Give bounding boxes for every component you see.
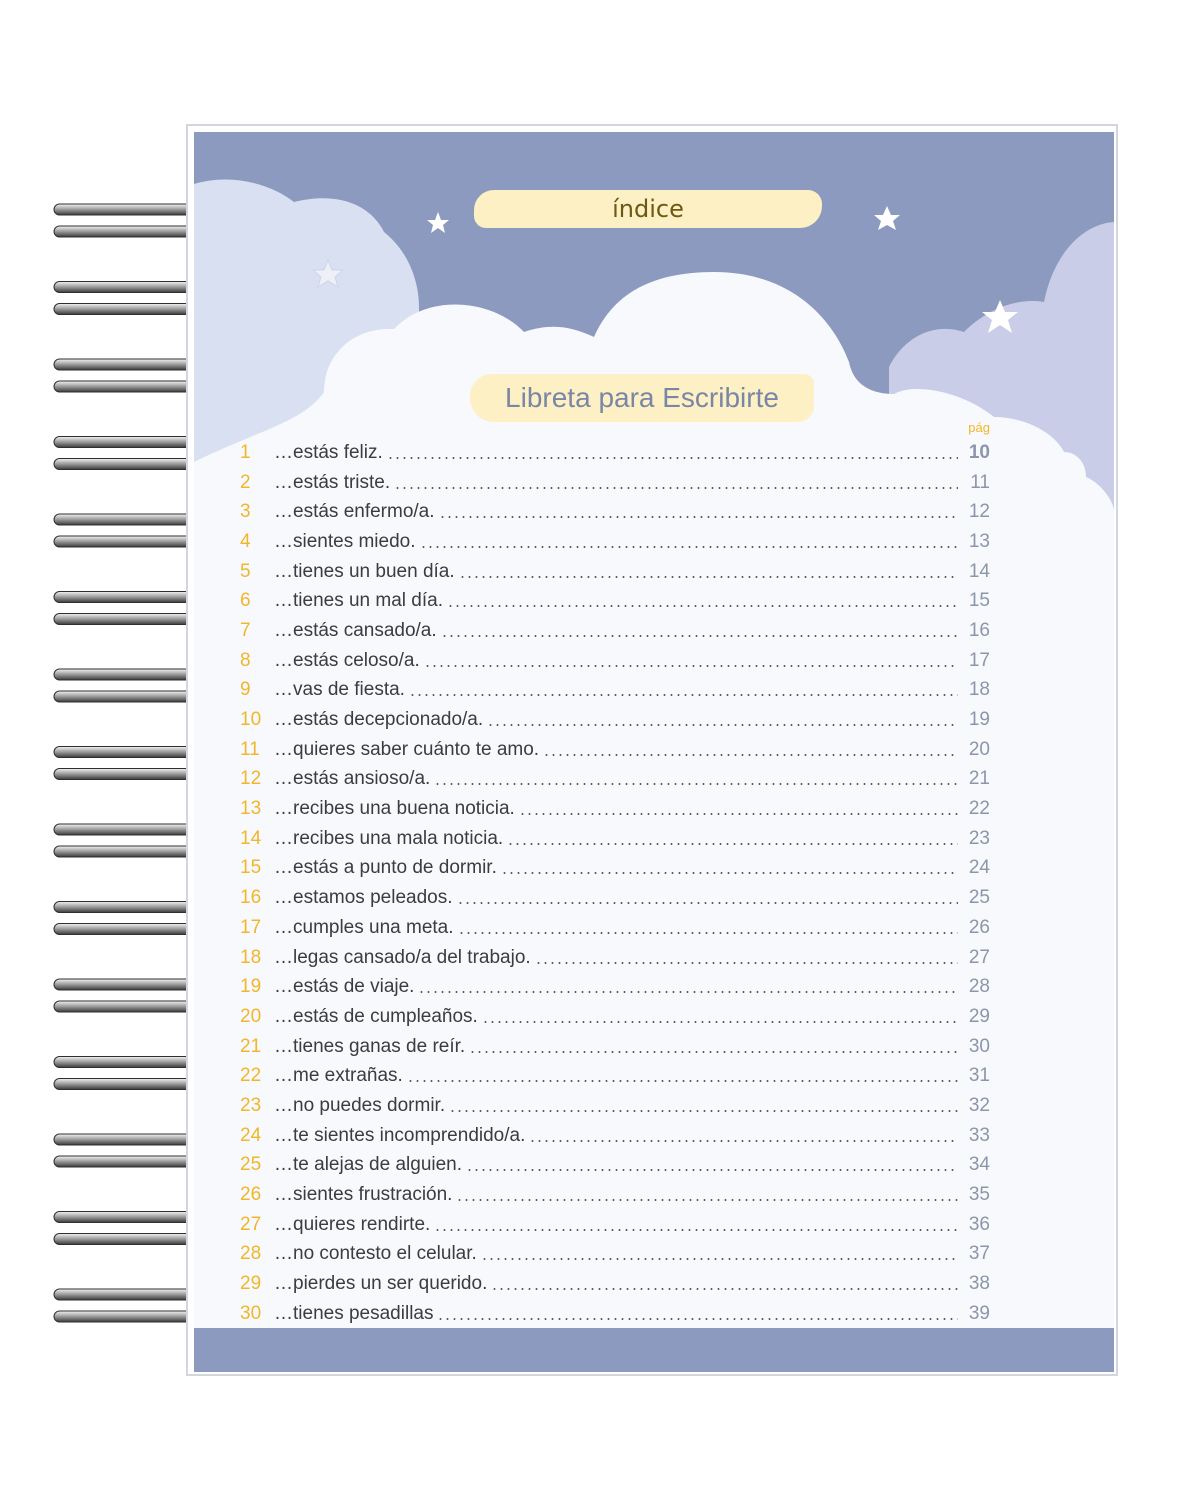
dot-leader — [487, 724, 958, 726]
entry-page-number: 20 — [968, 738, 990, 760]
dot-leader — [458, 932, 958, 934]
toc-entry[interactable] — [240, 468, 990, 498]
entry-page-number: 25 — [968, 887, 990, 909]
dot-leader — [529, 1140, 958, 1142]
dot-leader — [519, 813, 958, 815]
entry-page-number: 11 — [970, 471, 990, 493]
toc-entry[interactable] — [240, 824, 990, 854]
dot-leader — [409, 694, 958, 696]
entry-number: 18 — [240, 946, 262, 968]
toc-entry[interactable] — [240, 1240, 990, 1270]
entry-number: 8 — [240, 649, 251, 671]
entry-number: 27 — [240, 1213, 262, 1235]
toc-entry[interactable] — [240, 943, 990, 973]
entry-title: …te sientes incomprendido/a. — [274, 1124, 526, 1146]
entry-number: 29 — [240, 1273, 262, 1295]
entry-page-number: 33 — [968, 1124, 990, 1146]
entry-title: …cumples una meta. — [274, 916, 454, 938]
entry-number: 26 — [240, 1184, 262, 1206]
entry-number: 22 — [240, 1065, 262, 1087]
entry-title: …estás triste. — [274, 471, 391, 493]
dot-leader — [535, 962, 958, 964]
entry-title: …estás cansado/a. — [274, 619, 437, 641]
toc-entry[interactable] — [240, 438, 990, 468]
toc-entry[interactable] — [240, 1180, 990, 1210]
toc-entry[interactable] — [240, 1121, 990, 1151]
entry-number: 13 — [240, 798, 262, 820]
toc-entry[interactable] — [240, 735, 990, 765]
book-title: Libreta para Escribirte — [505, 382, 779, 413]
entry-page-number: 35 — [968, 1184, 990, 1206]
entry-number: 17 — [240, 916, 262, 938]
entry-page-number: 27 — [968, 946, 990, 968]
dot-leader — [439, 516, 958, 518]
dot-leader — [447, 605, 958, 607]
dot-leader — [449, 1110, 958, 1112]
toc-entry[interactable] — [240, 646, 990, 676]
footer-band — [194, 1328, 1114, 1372]
entry-page-number: 22 — [968, 798, 990, 820]
entry-title: …no puedes dormir. — [274, 1094, 446, 1116]
entry-title: …vas de fiesta. — [274, 679, 405, 701]
entry-page-number: 32 — [968, 1094, 990, 1116]
entry-title: …me extrañas. — [274, 1065, 403, 1087]
entry-number: 3 — [240, 501, 251, 523]
entry-number: 28 — [240, 1243, 262, 1265]
entry-page-number: 24 — [968, 857, 990, 879]
dot-leader — [407, 1080, 958, 1082]
entry-number: 12 — [240, 768, 262, 790]
dot-leader — [418, 991, 958, 993]
toc-entry[interactable] — [240, 794, 990, 824]
dot-leader — [459, 576, 958, 578]
entry-page-number: 29 — [968, 1005, 990, 1027]
entry-number: 14 — [240, 827, 262, 849]
entry-title: …estás de cumpleaños. — [274, 1005, 478, 1027]
entry-title: …tienes pesadillas — [274, 1302, 434, 1324]
entry-page-number: 21 — [968, 768, 990, 790]
toc-entry[interactable] — [240, 1061, 990, 1091]
toc-entry[interactable] — [240, 497, 990, 527]
dot-leader — [457, 902, 959, 904]
entry-title: …no contesto el celular. — [274, 1243, 477, 1265]
entry-number: 11 — [240, 738, 260, 760]
dot-leader — [507, 843, 958, 845]
entry-title: …estás enfermo/a. — [274, 501, 435, 523]
entry-title: …sientes miedo. — [274, 530, 416, 552]
entry-number: 6 — [240, 590, 251, 612]
dot-leader — [434, 1229, 958, 1231]
dot-leader — [420, 546, 958, 548]
entry-title: …tienes un mal día. — [274, 590, 443, 612]
entry-number: 4 — [240, 530, 251, 552]
toc-entry[interactable] — [240, 972, 990, 1002]
entry-number: 7 — [240, 619, 251, 641]
toc-entry[interactable] — [240, 616, 990, 646]
entry-number: 30 — [240, 1302, 262, 1324]
dot-leader — [456, 1199, 958, 1201]
entry-number: 24 — [240, 1124, 262, 1146]
star-1 — [427, 212, 449, 233]
entry-title: …sientes frustración. — [274, 1184, 453, 1206]
entry-page-number: 16 — [968, 619, 990, 641]
entry-number: 19 — [240, 976, 262, 998]
dot-leader — [394, 487, 958, 489]
entry-page-number: 23 — [968, 827, 990, 849]
page-column-label: pág — [968, 420, 990, 435]
table-of-contents — [240, 438, 990, 1329]
entry-title: …quieres saber cuánto te amo. — [274, 738, 540, 760]
entry-page-number: 39 — [968, 1302, 990, 1324]
toc-entry[interactable] — [240, 676, 990, 706]
entry-title: …estás de viaje. — [274, 976, 415, 998]
entry-page-number: 37 — [968, 1243, 990, 1265]
entry-page-number: 14 — [968, 560, 990, 582]
entry-number: 5 — [240, 560, 251, 582]
toc-entry[interactable] — [240, 705, 990, 735]
star-2 — [874, 206, 900, 230]
dot-leader — [466, 1169, 958, 1171]
entry-page-number: 34 — [968, 1154, 990, 1176]
dot-leader — [437, 1318, 958, 1320]
toc-entry[interactable] — [240, 1299, 990, 1329]
index-banner — [474, 190, 822, 228]
entry-number: 25 — [240, 1154, 262, 1176]
entry-page-number: 18 — [968, 679, 990, 701]
entry-page-number: 17 — [968, 649, 990, 671]
toc-entry[interactable] — [240, 913, 990, 943]
entry-title: …recibes una buena noticia. — [274, 798, 515, 820]
entry-number: 10 — [240, 709, 262, 731]
toc-entry[interactable] — [240, 557, 990, 587]
entry-number: 16 — [240, 887, 262, 909]
toc-entry[interactable] — [240, 586, 990, 616]
entry-title: …te alejas de alguien. — [274, 1154, 463, 1176]
entry-page-number: 26 — [968, 916, 990, 938]
entry-title: …legas cansado/a del trabajo. — [274, 946, 531, 968]
entry-title: …tienes un buen día. — [274, 560, 455, 582]
dot-leader — [501, 872, 958, 874]
toc-entry[interactable] — [240, 1091, 990, 1121]
entry-title: …estás decepcionado/a. — [274, 709, 484, 731]
notebook-page — [186, 124, 1118, 1376]
entry-title: …quieres rendirte. — [274, 1213, 431, 1235]
index-label: índice — [612, 195, 684, 223]
toc-entry[interactable] — [240, 1032, 990, 1062]
entry-page-number: 36 — [968, 1213, 990, 1235]
entry-page-number: 28 — [968, 976, 990, 998]
dot-leader — [491, 1288, 958, 1290]
toc-entry[interactable] — [240, 1002, 990, 1032]
book-title-banner — [470, 374, 814, 422]
entry-title: …estás a punto de dormir. — [274, 857, 497, 879]
entry-title: …recibes una mala noticia. — [274, 827, 504, 849]
entry-title: …estás feliz. — [274, 441, 383, 463]
entry-page-number: 12 — [968, 501, 990, 523]
toc-entry[interactable] — [240, 1269, 990, 1299]
entry-page-number: 38 — [968, 1273, 990, 1295]
page-background — [194, 132, 1114, 1372]
toc-entry[interactable] — [240, 1151, 990, 1181]
entry-number: 20 — [240, 1005, 262, 1027]
entry-page-number: 30 — [968, 1035, 990, 1057]
entry-number: 1 — [240, 441, 251, 463]
dot-leader — [434, 783, 958, 785]
dot-leader — [441, 635, 958, 637]
entry-number: 2 — [240, 471, 251, 493]
entry-number: 9 — [240, 679, 251, 701]
entry-page-number: 10 — [968, 441, 990, 463]
toc-entry[interactable] — [240, 1210, 990, 1240]
entry-title: …estás celoso/a. — [274, 649, 420, 671]
dot-leader — [543, 754, 958, 756]
dot-leader — [387, 457, 958, 459]
entry-number: 15 — [240, 857, 262, 879]
entry-title: …estás ansioso/a. — [274, 768, 431, 790]
entry-number: 23 — [240, 1094, 262, 1116]
toc-entry[interactable] — [240, 854, 990, 884]
dot-leader — [469, 1051, 958, 1053]
entry-title: …tienes ganas de reír. — [274, 1035, 466, 1057]
toc-entry[interactable] — [240, 527, 990, 557]
entry-page-number: 31 — [968, 1065, 990, 1087]
entry-number: 21 — [240, 1035, 262, 1057]
toc-entry[interactable] — [240, 883, 990, 913]
entry-page-number: 19 — [968, 709, 990, 731]
entry-page-number: 13 — [968, 530, 990, 552]
entry-title: …estamos peleados. — [274, 887, 453, 909]
dot-leader — [424, 665, 958, 667]
dot-leader — [481, 1258, 958, 1260]
entry-page-number: 15 — [968, 590, 990, 612]
toc-entry[interactable] — [240, 765, 990, 795]
entry-title: …pierdes un ser querido. — [274, 1273, 488, 1295]
dot-leader — [482, 1021, 958, 1023]
